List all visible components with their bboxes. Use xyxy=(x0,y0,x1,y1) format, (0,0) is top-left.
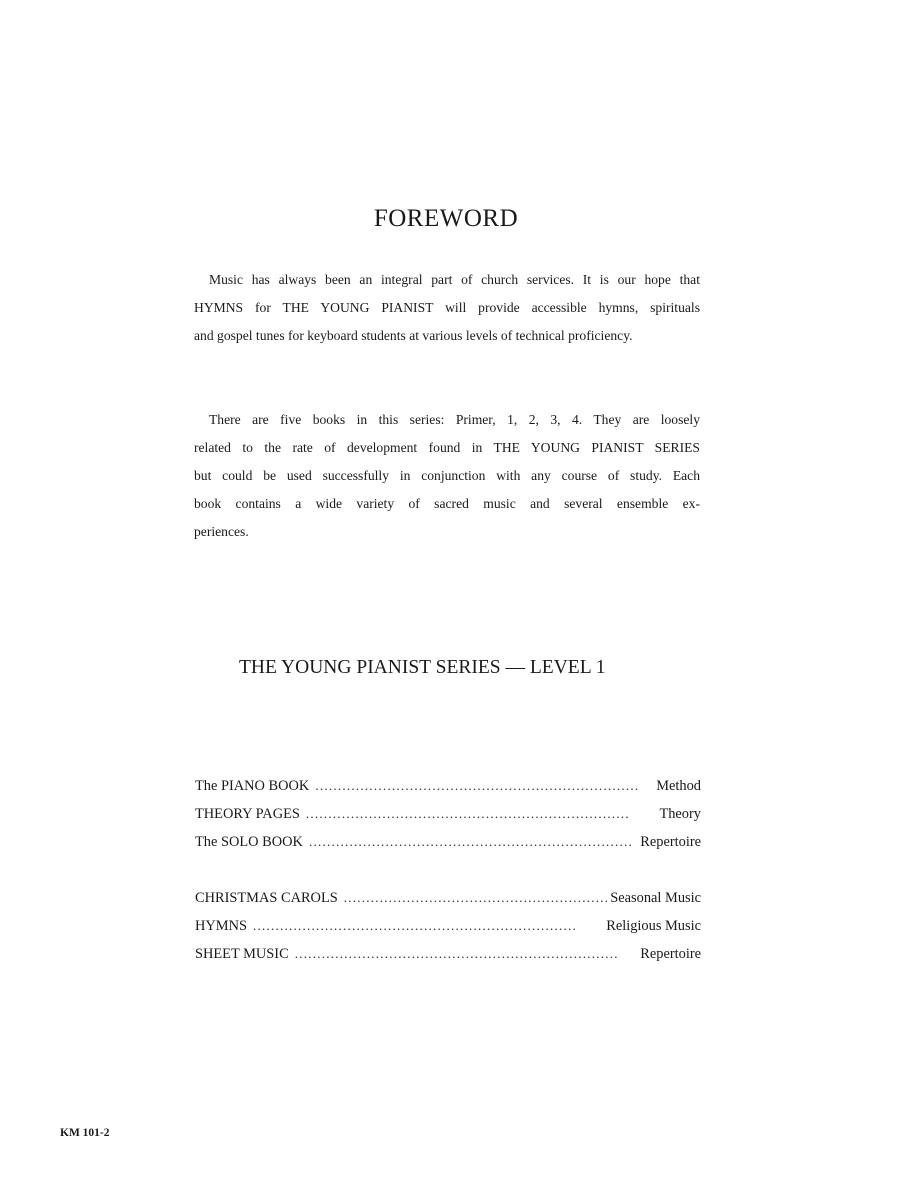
foreword-paragraph-2 xyxy=(194,406,700,546)
paragraph-line: and gospel tunes for keyboard students at various levels of technical proficiency. xyxy=(194,328,633,343)
dot-leader xyxy=(344,884,609,912)
paragraph-line: HYMNS for THE YOUNG PIANIST will provide accessible hymns, spirituals xyxy=(194,300,700,315)
dot-leader xyxy=(306,800,658,828)
book-category: Repertoire xyxy=(640,946,701,962)
list-item xyxy=(195,884,701,912)
foreword-paragraph-1 xyxy=(194,266,700,350)
paragraph-line: book contains a wide variety of sacred music and several ensemble ex- xyxy=(194,496,700,511)
book-title: SHEET MUSIC xyxy=(195,946,289,962)
book-category: Seasonal Music xyxy=(610,890,701,906)
book-title: THEORY PAGES xyxy=(195,806,300,822)
dot-leader xyxy=(295,940,639,968)
paragraph-line: periences. xyxy=(194,524,249,539)
paragraph-line: related to the rate of development found in THE YOUNG PIANIST SERIES xyxy=(194,440,700,455)
book-category: Theory xyxy=(659,806,701,822)
book-category: Method xyxy=(656,778,701,794)
list-item xyxy=(195,940,701,968)
dot-leader xyxy=(315,772,654,800)
foreword-title: FOREWORD xyxy=(373,205,519,232)
book-list-primary xyxy=(195,772,701,856)
catalog-code: KM 101-2 xyxy=(60,1127,110,1139)
list-item xyxy=(195,800,701,828)
book-list-supplementary xyxy=(195,884,701,968)
paragraph-line: Music has always been an integral part of church services. It is our hope that xyxy=(209,272,700,287)
paragraph-line: There are five books in this series: Primer, 1, 2, 3, 4. They are loosely xyxy=(209,412,700,427)
book-category: Repertoire xyxy=(640,834,701,850)
dot-leader xyxy=(253,912,604,940)
dot-leader xyxy=(309,828,638,856)
list-item xyxy=(195,828,701,856)
book-title: HYMNS xyxy=(195,918,247,934)
list-item xyxy=(195,772,701,800)
book-title: CHRISTMAS CAROLS xyxy=(195,890,338,906)
list-item xyxy=(195,912,701,940)
paragraph-line: but could be used successfully in conjunction with any course of study. Each xyxy=(194,468,700,483)
book-title: The PIANO BOOK xyxy=(195,778,310,794)
book-category: Religious Music xyxy=(606,918,701,934)
series-heading: THE YOUNG PIANIST SERIES — LEVEL 1 xyxy=(239,657,606,678)
book-title: The SOLO BOOK xyxy=(195,834,303,850)
